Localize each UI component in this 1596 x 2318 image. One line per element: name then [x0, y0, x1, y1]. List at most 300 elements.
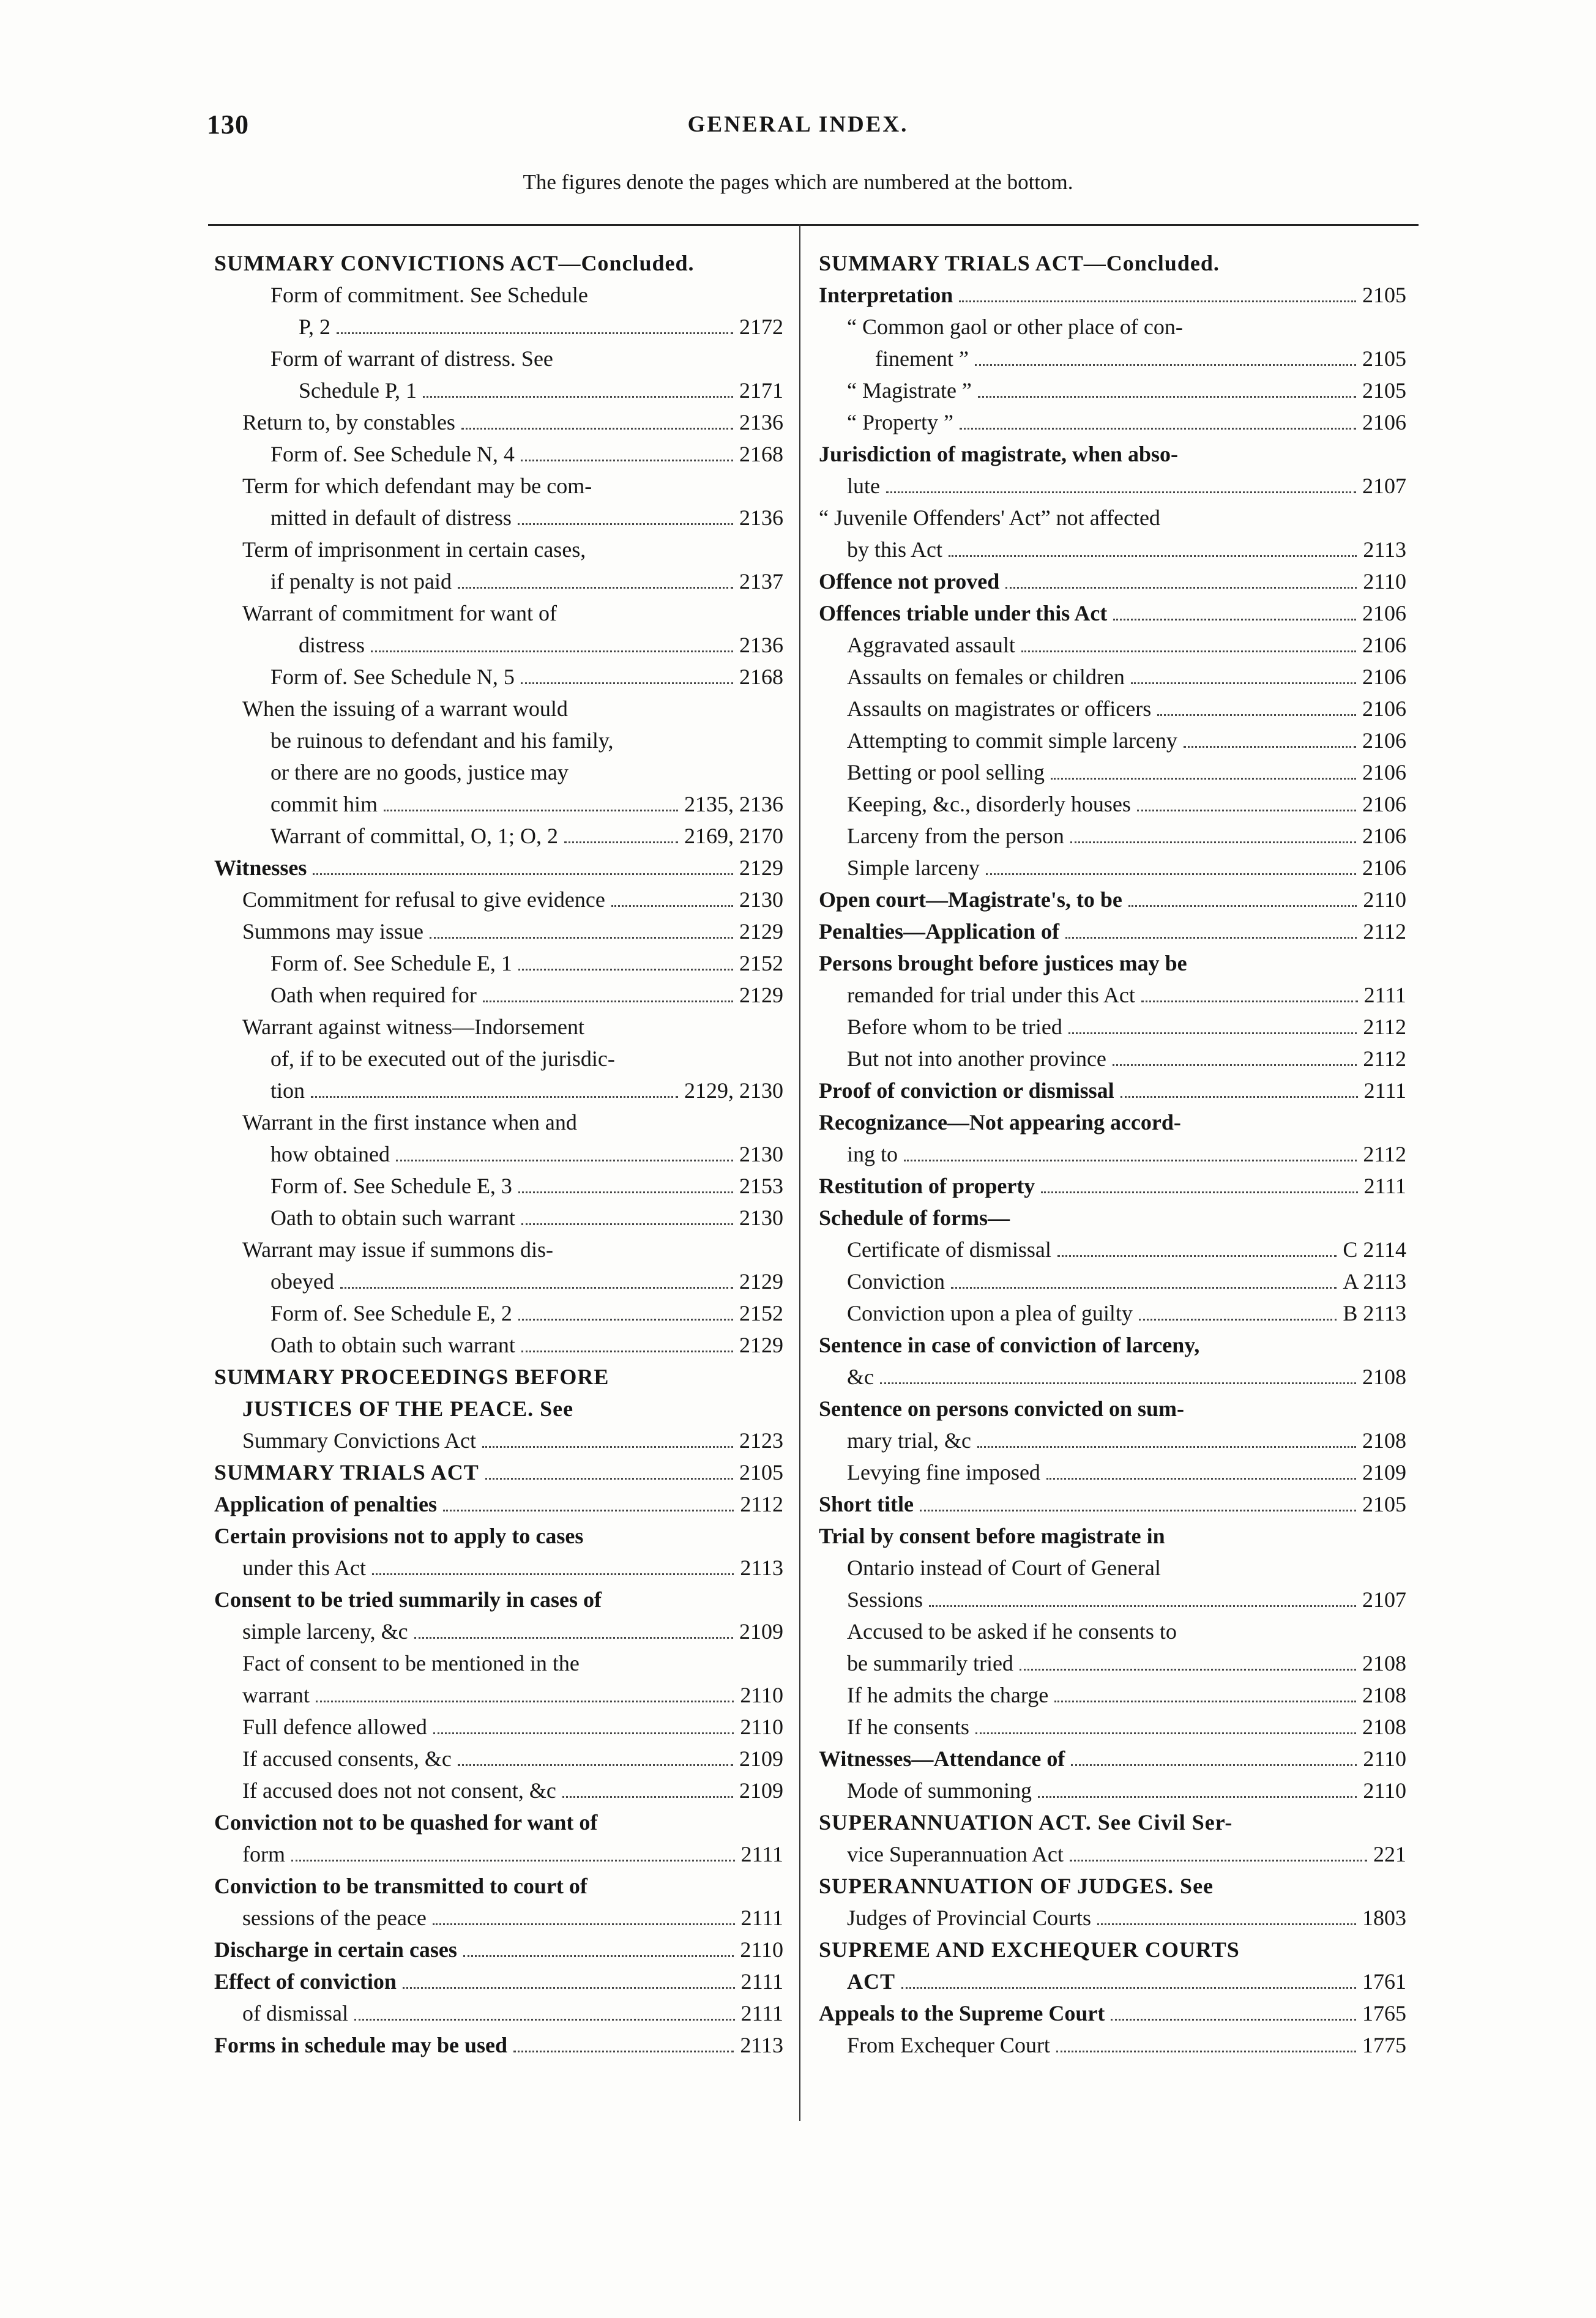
index-entry [819, 1170, 1406, 1202]
index-entry [214, 2029, 783, 2061]
index-entry [819, 947, 1406, 979]
index-entry [214, 1043, 783, 1075]
entry-page-ref: 2112 [1363, 1015, 1406, 1039]
index-entry [214, 1297, 783, 1329]
entry-label: SUMMARY TRIALS ACT [214, 1460, 479, 1485]
entry-label: finement ” [875, 346, 969, 371]
dot-leader [904, 1160, 1357, 1161]
entry-label: Ontario instead of Court of General [847, 1556, 1161, 1580]
dot-leader [340, 1287, 733, 1289]
index-entry [819, 311, 1406, 343]
index-entry [214, 852, 783, 884]
entry-page-ref: 2113 [1363, 537, 1406, 562]
entry-page-ref: 2106 [1362, 696, 1406, 721]
index-entry [819, 1202, 1406, 1234]
entry-page-ref: 2106 [1362, 410, 1406, 434]
entry-label: “ Juvenile Offenders' Act” not affected [819, 505, 1160, 530]
entry-page-ref: 2135, 2136 [684, 792, 783, 816]
entry-page-ref: 2110 [740, 1937, 783, 1962]
index-entry [819, 1425, 1406, 1456]
index-entry [819, 1552, 1406, 1584]
index-entry [214, 1838, 783, 1870]
dot-leader [483, 1001, 733, 1002]
index-entry [214, 693, 783, 725]
dot-leader [1113, 1064, 1357, 1066]
index-entry [819, 1075, 1406, 1106]
index-entry [819, 1902, 1406, 1934]
dot-leader [1131, 682, 1356, 684]
entry-label: If he admits the charge [847, 1683, 1049, 1707]
entry-label: Betting or pool selling [847, 760, 1045, 784]
dot-leader [978, 396, 1356, 398]
index-entry [819, 1616, 1406, 1647]
entry-label: Term for which defendant may be com- [242, 474, 592, 498]
entry-page-ref: 2168 [739, 442, 783, 466]
entry-label: vice Superannuation Act [847, 1842, 1064, 1866]
index-entry [214, 438, 783, 470]
dot-leader [959, 300, 1356, 302]
dot-leader [513, 2051, 734, 2052]
dot-leader [337, 332, 733, 334]
index-entry [214, 1775, 783, 1806]
index-entry [214, 534, 783, 565]
entry-page-ref: 2152 [739, 1301, 783, 1325]
index-entry [214, 1552, 783, 1584]
entry-label: Restitution of property [819, 1174, 1035, 1198]
dot-leader [1157, 714, 1356, 716]
entry-label: &c [847, 1365, 874, 1389]
entry-label: Consent to be tried summarily in cases of [214, 1587, 602, 1612]
entry-page-ref: 2110 [1363, 887, 1406, 912]
dot-leader [458, 587, 733, 589]
entry-label: ing to [847, 1142, 898, 1166]
entry-page-ref: 2109 [739, 1778, 783, 1803]
dot-leader [1113, 619, 1356, 620]
index-entry [819, 1838, 1406, 1870]
entry-label: “ Property ” [847, 410, 953, 434]
index-entry [214, 1647, 783, 1679]
entry-page-ref: A 2113 [1343, 1269, 1406, 1294]
entry-page-ref: 2106 [1362, 855, 1406, 880]
index-entry [214, 597, 783, 629]
entry-label: Warrant of committal, O, 1; O, 2 [270, 824, 558, 848]
index-entry [819, 247, 1406, 279]
index-entry [214, 820, 783, 852]
dot-leader [311, 1096, 678, 1098]
dot-leader [316, 1701, 734, 1702]
entry-page-ref: 2106 [1362, 824, 1406, 848]
dot-leader [521, 682, 733, 684]
index-entry [214, 1616, 783, 1647]
entry-label: commit him [270, 792, 378, 816]
entry-page-ref: 2106 [1362, 792, 1406, 816]
dot-leader [1121, 1096, 1358, 1098]
index-entry [819, 565, 1406, 597]
entry-page-ref: 2111 [1363, 1078, 1406, 1103]
index-entry [819, 1043, 1406, 1075]
entry-label: Form of warrant of distress. See [270, 346, 553, 371]
entry-label: Form of. See Schedule N, 5 [270, 665, 515, 689]
entry-page-ref: 2172 [739, 315, 783, 339]
entry-label: Assaults on magistrates or officers [847, 696, 1152, 721]
entry-page-ref: 2123 [739, 1428, 783, 1453]
entry-page-ref: 2110 [740, 1715, 783, 1739]
index-entry [819, 597, 1406, 629]
entry-label: Interpretation [819, 283, 953, 307]
entry-page-ref: 2129 [739, 1269, 783, 1294]
index-entry [214, 788, 783, 820]
index-entry [819, 1456, 1406, 1488]
dot-leader [1141, 1001, 1358, 1002]
dot-leader [371, 650, 733, 652]
index-entry [819, 915, 1406, 947]
entry-page-ref: 2108 [1362, 1715, 1406, 1739]
entry-label: distress [299, 633, 365, 657]
dot-leader [611, 905, 733, 907]
dot-leader [403, 1987, 735, 1989]
index-entry [214, 343, 783, 375]
dot-leader [521, 460, 733, 461]
entry-page-ref: 2106 [1362, 760, 1406, 784]
entry-page-ref: 2110 [1363, 1746, 1406, 1771]
index-entry [819, 1520, 1406, 1552]
entry-page-ref: 2105 [1362, 346, 1406, 371]
index-entry [214, 406, 783, 438]
dot-leader [1071, 1764, 1357, 1766]
entry-label: Warrant against witness—Indorsement [242, 1015, 584, 1039]
entry-label: Conviction not to be quashed for want of [214, 1810, 598, 1835]
entry-label: of, if to be executed out of the jurisdic- [270, 1046, 615, 1071]
entry-page-ref: 1775 [1362, 2033, 1406, 2057]
entry-label: Form of. See Schedule E, 2 [270, 1301, 512, 1325]
index-entry [819, 406, 1406, 438]
dot-leader [1137, 810, 1356, 811]
index-entry [819, 375, 1406, 406]
dot-leader [901, 1987, 1356, 1989]
entry-label: Accused to be asked if he consents to [847, 1619, 1177, 1644]
entry-label: Discharge in certain cases [214, 1937, 457, 1962]
entry-page-ref: 2106 [1362, 633, 1406, 657]
index-entry [214, 1806, 783, 1838]
index-entry [214, 470, 783, 502]
index-entry [819, 884, 1406, 915]
entry-page-ref: 2105 [739, 1460, 783, 1485]
entry-page-ref: 2112 [1363, 1142, 1406, 1166]
index-entry [819, 1011, 1406, 1043]
index-entry [819, 1647, 1406, 1679]
dot-leader [1020, 1669, 1356, 1671]
dot-leader [458, 1764, 733, 1766]
entry-page-ref: 2152 [739, 951, 783, 975]
index-entry [819, 979, 1406, 1011]
entry-page-ref: 2107 [1362, 474, 1406, 498]
index-note: The figures denote the pages which are numbered at the bottom. [523, 170, 1073, 194]
entry-label: Form of. See Schedule N, 4 [270, 442, 515, 466]
entry-page-ref: 2136 [739, 505, 783, 530]
entry-page-ref: 2105 [1362, 283, 1406, 307]
entry-label: Before whom to be tried [847, 1015, 1062, 1039]
entry-label: Offence not proved [819, 569, 1000, 594]
index-entry [819, 1997, 1406, 2029]
index-entry [819, 629, 1406, 661]
entry-page-ref: 2112 [1363, 1046, 1406, 1071]
dot-leader [518, 1191, 733, 1193]
entry-label: Warrant in the first instance when and [242, 1110, 577, 1135]
index-entry [214, 1011, 783, 1043]
index-entry [819, 1966, 1406, 1997]
entry-label: how obtained [270, 1142, 390, 1166]
entry-page-ref: 2113 [740, 2033, 783, 2057]
index-entry [819, 1584, 1406, 1616]
index-entry [214, 1106, 783, 1138]
entry-label: Warrant of commitment for want of [242, 601, 557, 625]
entry-page-ref: 2129, 2130 [684, 1078, 783, 1103]
entry-page-ref: 2111 [740, 1842, 783, 1866]
entry-label: Form of. See Schedule E, 3 [270, 1174, 512, 1198]
entry-label: P, 2 [299, 315, 331, 339]
entry-label: mitted in default of distress [270, 505, 512, 530]
entry-label: Conviction [847, 1269, 945, 1294]
index-entry [214, 1870, 783, 1902]
entry-label: Fact of consent to be mentioned in the [242, 1651, 580, 1675]
dot-leader [1128, 905, 1357, 907]
index-entry [214, 756, 783, 788]
entry-label: Certain provisions not to apply to cases [214, 1524, 584, 1548]
dot-leader [518, 1319, 733, 1321]
entry-label: Summons may issue [242, 919, 424, 944]
index-entry [819, 1488, 1406, 1520]
dot-leader [518, 969, 733, 971]
dot-leader [960, 428, 1356, 430]
running-title: GENERAL INDEX. [687, 112, 909, 137]
index-entry [214, 884, 783, 915]
index-entry [214, 1138, 783, 1170]
dot-leader [1184, 746, 1356, 748]
index-entry [819, 1106, 1406, 1138]
entry-page-ref: 2109 [1362, 1460, 1406, 1485]
entry-label: Assaults on females or children [847, 665, 1125, 689]
entry-label: warrant [242, 1683, 310, 1707]
index-entry [819, 1234, 1406, 1265]
entry-label: “ Common gaol or other place of con- [847, 315, 1183, 339]
entry-page-ref: 2129 [739, 855, 783, 880]
dot-leader [384, 810, 678, 811]
entry-label: be summarily tried [847, 1651, 1013, 1675]
entry-label: Persons brought before justices may be [819, 951, 1187, 975]
page-header [0, 109, 1596, 152]
index-entry [214, 1934, 783, 1966]
dot-leader [1139, 1319, 1337, 1321]
index-entry [214, 915, 783, 947]
dot-leader [1070, 1860, 1367, 1861]
dot-leader [372, 1573, 734, 1575]
entry-label: mary trial, &c [847, 1428, 971, 1453]
dot-leader [951, 1287, 1337, 1289]
entry-label: Simple larceny [847, 855, 980, 880]
entry-label: Conviction upon a plea of guilty [847, 1301, 1133, 1325]
left-column [214, 247, 783, 2061]
dot-leader [1111, 2019, 1356, 2021]
dot-leader [461, 428, 733, 430]
entry-label: lute [847, 474, 880, 498]
index-entry [819, 1870, 1406, 1902]
dot-leader [430, 937, 733, 939]
entry-label: When the issuing of a warrant would [242, 696, 568, 721]
entry-label: Conviction to be transmitted to court of [214, 1874, 587, 1898]
entry-page-ref: 2109 [739, 1746, 783, 1771]
index-entry [214, 1234, 783, 1265]
entry-label: Summary Convictions Act [242, 1428, 476, 1453]
index-entry [819, 343, 1406, 375]
entry-label: SUMMARY TRIALS ACT—Concluded. [819, 251, 1220, 275]
index-entry [214, 1520, 783, 1552]
dot-leader [1054, 1701, 1356, 1702]
index-entry [819, 725, 1406, 756]
entry-page-ref: 2113 [740, 1556, 783, 1580]
dot-leader [396, 1160, 733, 1161]
entry-page-ref: 2137 [739, 569, 783, 594]
index-entry [819, 1265, 1406, 1297]
entry-page-ref: C 2114 [1343, 1237, 1406, 1262]
index-entry [214, 1425, 783, 1456]
column-divider [799, 224, 800, 2121]
entry-label: Certificate of dismissal [847, 1237, 1051, 1262]
entry-label: Larceny from the person [847, 824, 1064, 848]
dot-leader [1070, 841, 1356, 843]
entry-page-ref: 2111 [740, 1969, 783, 1994]
entry-label: under this Act [242, 1556, 366, 1580]
entry-page-ref: 2108 [1362, 1651, 1406, 1675]
entry-label: SUPREME AND EXCHEQUER COURTS [819, 1937, 1240, 1962]
index-entry [819, 534, 1406, 565]
dot-leader [482, 1446, 733, 1448]
index-entry [214, 1711, 783, 1743]
index-entry [214, 1456, 783, 1488]
entry-label: of dismissal [242, 2001, 349, 2025]
entry-page-ref: 2169, 2170 [684, 824, 783, 848]
index-entry [819, 2029, 1406, 2061]
entry-page-ref: 2105 [1362, 1492, 1406, 1516]
index-entry [214, 725, 783, 756]
entry-page-ref: 2112 [1363, 919, 1406, 944]
index-entry [214, 1170, 783, 1202]
entry-label: Proof of conviction or dismissal [819, 1078, 1114, 1103]
page-number: 130 [207, 110, 249, 140]
entry-page-ref: B 2113 [1343, 1301, 1406, 1325]
dot-leader [929, 1605, 1356, 1607]
index-entry [819, 1743, 1406, 1775]
entry-page-ref: 2129 [739, 983, 783, 1007]
dot-leader [1038, 1796, 1357, 1798]
entry-label: Appeals to the Supreme Court [819, 2001, 1105, 2025]
entry-label: Sentence in case of conviction of larceny, [819, 1333, 1200, 1357]
entry-page-ref: 2109 [739, 1619, 783, 1644]
entry-label: ACT [847, 1969, 896, 1994]
entry-label: Jurisdiction of magistrate, when abso- [819, 442, 1178, 466]
entry-label: Penalties—Application of [819, 919, 1059, 944]
entry-label: remanded for trial under this Act [847, 983, 1135, 1007]
index-entry [214, 565, 783, 597]
entry-label: SUPERANNUATION OF JUDGES. See [819, 1874, 1214, 1898]
dot-leader [1057, 1255, 1337, 1257]
index-entry [819, 502, 1406, 534]
dot-leader [1046, 1478, 1356, 1480]
dot-leader [518, 523, 733, 525]
dot-leader [354, 2019, 735, 2021]
dot-leader [949, 555, 1357, 557]
dot-leader [313, 873, 733, 875]
index-entry [214, 311, 783, 343]
entry-label: From Exchequer Court [847, 2033, 1050, 2057]
index-entry [819, 1711, 1406, 1743]
entry-page-ref: 2130 [739, 887, 783, 912]
index-entry [819, 1138, 1406, 1170]
entry-label: be ruinous to defendant and his family, [270, 728, 614, 753]
entry-label: Open court—Magistrate's, to be [819, 887, 1122, 912]
entry-label: Return to, by constables [242, 410, 455, 434]
entry-page-ref: 2106 [1362, 728, 1406, 753]
entry-page-ref: 2130 [739, 1206, 783, 1230]
header-rule [208, 224, 1419, 226]
dot-leader [880, 1382, 1356, 1384]
dot-leader [1051, 778, 1356, 780]
entry-page-ref: 2111 [1363, 1174, 1406, 1198]
dot-leader [975, 364, 1356, 366]
index-entry [214, 661, 783, 693]
dot-leader [521, 1351, 733, 1352]
entry-page-ref: 2130 [739, 1142, 783, 1166]
entry-label: Application of penalties [214, 1492, 438, 1516]
entry-label: simple larceny, &c [242, 1619, 408, 1644]
entry-label: SUPERANNUATION ACT. See Civil Ser- [819, 1810, 1233, 1835]
index-entry [819, 820, 1406, 852]
index-entry [819, 279, 1406, 311]
entry-label: Offences triable under this Act [819, 601, 1108, 625]
dot-leader [423, 396, 733, 398]
dot-leader [433, 1923, 735, 1925]
index-entry [214, 1966, 783, 1997]
dot-leader [485, 1478, 733, 1480]
index-entry [214, 947, 783, 979]
dot-leader [291, 1860, 735, 1861]
index-entry [819, 1393, 1406, 1425]
entry-label: Judges of Provincial Courts [847, 1906, 1091, 1930]
entry-page-ref: 2106 [1362, 601, 1406, 625]
entry-page-ref: 2111 [1363, 983, 1406, 1007]
index-entry [214, 375, 783, 406]
entry-label: Schedule of forms— [819, 1206, 1010, 1230]
entry-label: form [242, 1842, 285, 1866]
entry-label: But not into another province [847, 1046, 1106, 1071]
index-entry [214, 1743, 783, 1775]
entry-page-ref: 2110 [740, 1683, 783, 1707]
index-entry [214, 502, 783, 534]
entry-label: Keeping, &c., disorderly houses [847, 792, 1131, 816]
index-entry [819, 438, 1406, 470]
index-entry [214, 1361, 783, 1393]
entry-label: Attempting to commit simple larceny [847, 728, 1177, 753]
index-entry [819, 1361, 1406, 1393]
index-entry [214, 1075, 783, 1106]
index-entry [819, 693, 1406, 725]
index-entry [214, 1393, 783, 1425]
entry-label: If accused does not not consent, &c [242, 1778, 556, 1803]
dot-leader [564, 841, 678, 843]
entry-label: Sentence on persons convicted on sum- [819, 1396, 1185, 1421]
entry-label: JUSTICES OF THE PEACE. See [242, 1396, 574, 1421]
entry-label: obeyed [270, 1269, 334, 1294]
dot-leader [886, 491, 1356, 493]
